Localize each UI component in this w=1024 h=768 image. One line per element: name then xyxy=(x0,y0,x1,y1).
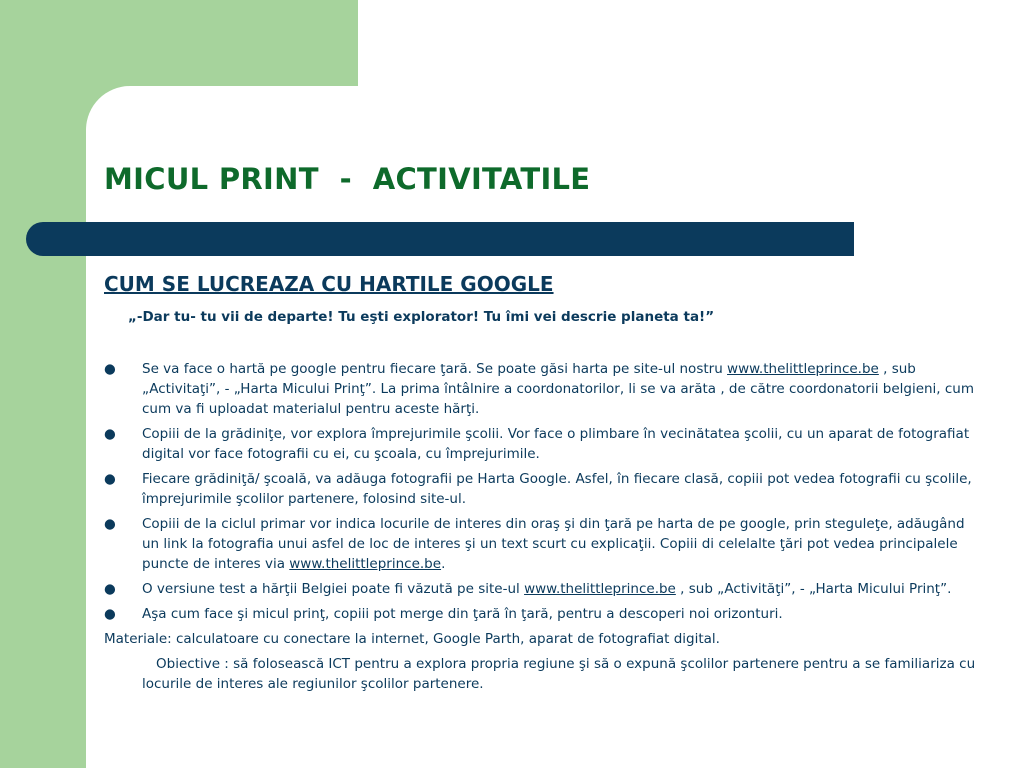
bullet-text: Copiii de la ciclul primar vor indica locurile de interes din oraş şi din ţară pe harta de pe google, prin steguleţe, adăugând un link la fotografia unui asfel de loc de interes şi un text scurt cu explicaţii. Copiii di celelalte ţări pot vedea principalele puncte de interes via xyxy=(142,516,965,572)
slide-body xyxy=(104,359,984,694)
quote-text: „-Dar tu- tu vii de departe! Tu eşti explorator! Tu îmi vei descrie planeta ta!” xyxy=(128,309,715,325)
bullet-item xyxy=(104,359,984,419)
bullet-list xyxy=(104,359,984,624)
bullet-text: , sub „Activităţi”, - „Harta Micului Prinţ”. xyxy=(675,581,952,597)
bullet-dot-icon: ● xyxy=(104,516,116,532)
bullet-dot-icon: ● xyxy=(104,426,116,442)
site-link[interactable]: www.thelittleprince.be xyxy=(524,581,676,597)
bullet-item xyxy=(104,579,984,599)
bullet-text: , sub „Activitaţi”, - „Harta Micului Prinţ”. La prima întâlnire a coordonatorilor, li se va arăta , de către coordonatorii belgieni, cum cum va fi uploadat materialul pentru aceste hărţi. xyxy=(142,361,975,417)
bullet-text: Aşa cum face şi micul prinţ, copiii pot merge din ţară în ţară, pentru a descoperi noi orizonturi. xyxy=(142,606,783,622)
bullet-dot-icon: ● xyxy=(104,471,116,487)
bullet-dot-icon: ● xyxy=(104,581,116,597)
materials-paragraph: Materiale: calculatoare cu conectare la internet, Google Parth, aparat de fotografiat digital. xyxy=(104,631,720,647)
site-link[interactable]: www.thelittleprince.be xyxy=(727,361,879,377)
bullet-item xyxy=(104,514,984,574)
bullet-item xyxy=(104,424,984,464)
slide-subtitle: CUM SE LUCREAZA CU HARTILE GOOGLE xyxy=(104,272,554,296)
bullet-text: Se va face o hartă pe google pentru fiecare ţară. Se poate găsi harta pe site-ul nostru xyxy=(142,361,728,377)
bullet-text: . xyxy=(441,556,446,572)
bullet-item xyxy=(104,604,984,624)
bullet-item xyxy=(104,469,984,509)
bullet-dot-icon: ● xyxy=(104,606,116,622)
bullet-text: O versiune test a hărţii Belgiei poate fi văzută pe site-ul xyxy=(142,581,525,597)
bullet-text: Copiii de la grădiniţe, vor explora împrejurimile şcolii. Vor face o plimbare în vecinătatea şcolii, cu un aparat de fotografiat digital vor face fotografii cu ei, cu şcoala, cu împrejurimile. xyxy=(142,426,970,462)
site-link[interactable]: www.thelittleprince.be xyxy=(289,556,442,572)
objectives-paragraph: Obiective : să folosească ICT pentru a explora propria regiune şi să o expună şcolilor partenere pentru a se familiariza cu locurile de interes ale regiunilor şcolilor partenere. xyxy=(142,656,976,692)
slide-title: MICUL PRINT - ACTIVITATILE xyxy=(104,162,591,196)
title-underline-bar xyxy=(26,222,854,256)
bullet-dot-icon: ● xyxy=(104,361,116,377)
bullet-text: Fiecare grădiniţă/ şcoală, va adăuga fotografii pe Harta Google. Asfel, în fiecare clasă, copiii pot vedea fotografii cu şcolile, împrejurimile şcolilor partenere, folosind site-ul. xyxy=(142,471,972,507)
